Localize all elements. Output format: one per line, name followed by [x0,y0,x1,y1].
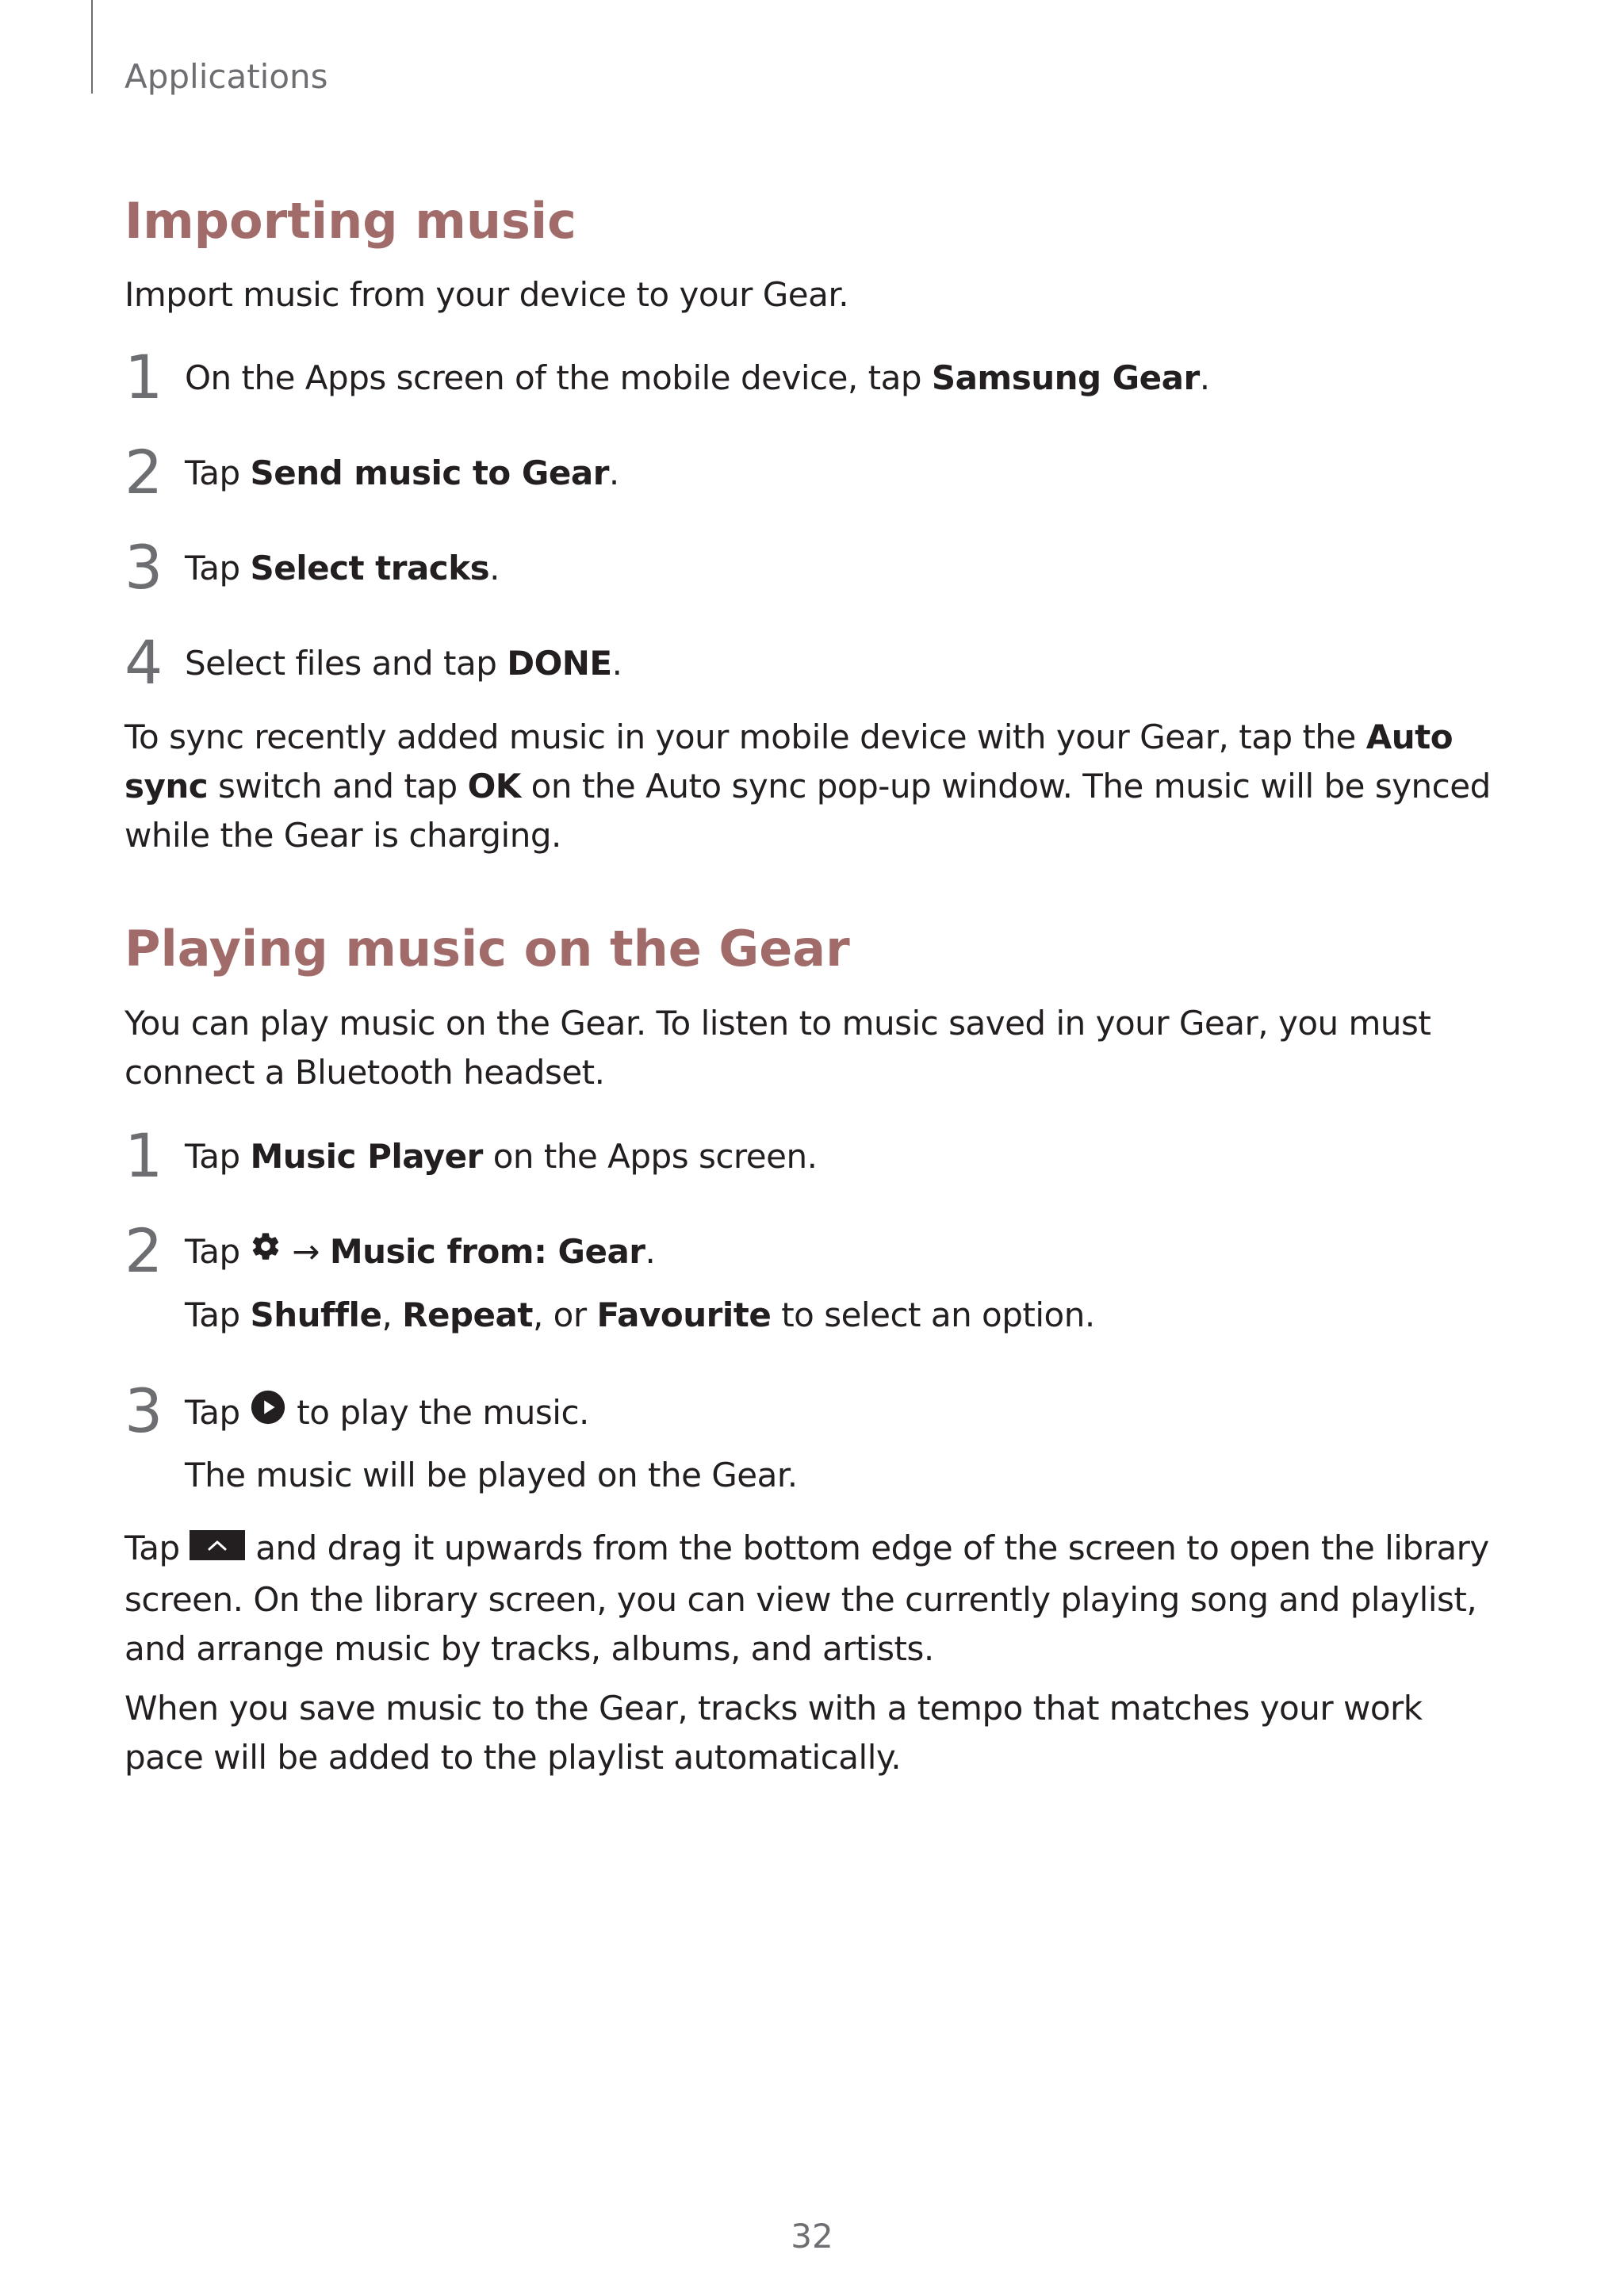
step-text: On the Apps screen of the mobile device, tap Samsung Gear. [185,358,1210,397]
importing-music-title: Importing music [124,192,576,250]
importing-intro: Import music from your device to your Gear. [124,275,849,314]
step-text: Tap Send music to Gear. [185,453,619,492]
step-number: 3 [124,532,163,603]
import-step-2 [124,437,1504,512]
play-step-3 [124,1376,1504,1494]
playing-intro: You can play music on the Gear. To listen to music saved in your Gear, you must connect a Bluetooth headset. [124,1004,1431,1092]
step-number: 1 [124,342,163,412]
step-number: 2 [124,1215,163,1286]
step-number: 4 [124,627,163,698]
auto-sync-note: To sync recently added music in your mobile device with your Gear, tap the Auto sync switch and tap OK on the Auto sync pop-up window. The music will be synced while the Gear is charging. [124,718,1491,855]
step-substep: The music will be played on the Gear. [185,1456,798,1494]
step-number: 2 [124,437,163,507]
section-header-label: Applications [124,57,328,96]
play-step-1 [124,1120,1504,1196]
tempo-note: When you save music to the Gear, tracks with a tempo that matches your work pace will be added to the playlist automatically. [124,1689,1423,1777]
gear-icon [250,1230,282,1271]
step-text: Tap Music Player on the Apps screen. [185,1137,818,1176]
chevron-up-icon [190,1525,245,1574]
import-step-1 [124,342,1504,417]
step-number: 1 [124,1120,163,1191]
import-step-4 [124,627,1504,702]
step-number: 3 [124,1376,163,1446]
header-rule [91,0,93,94]
library-note: Tap and drag it upwards from the bottom edge of the screen to open the library screen. On the library screen, you can view the currently playing song and playlist, and arrange music by tracks, albums, and artists. [124,1524,1504,1674]
step-substep: Tap Shuffle, Repeat, or Favourite to select an option. [185,1295,1095,1334]
step-text: Tap to play the music. [185,1392,589,1437]
import-step-3 [124,532,1504,607]
play-icon [250,1389,286,1434]
playing-music-title: Playing music on the Gear [124,920,850,978]
step-text: Tap → Music from: Gear. [185,1232,655,1274]
step-text: Tap Select tracks. [185,549,500,587]
page-number: 32 [791,2217,833,2256]
step-text: Select files and tap DONE. [185,644,622,683]
play-step-2 [124,1215,1504,1334]
